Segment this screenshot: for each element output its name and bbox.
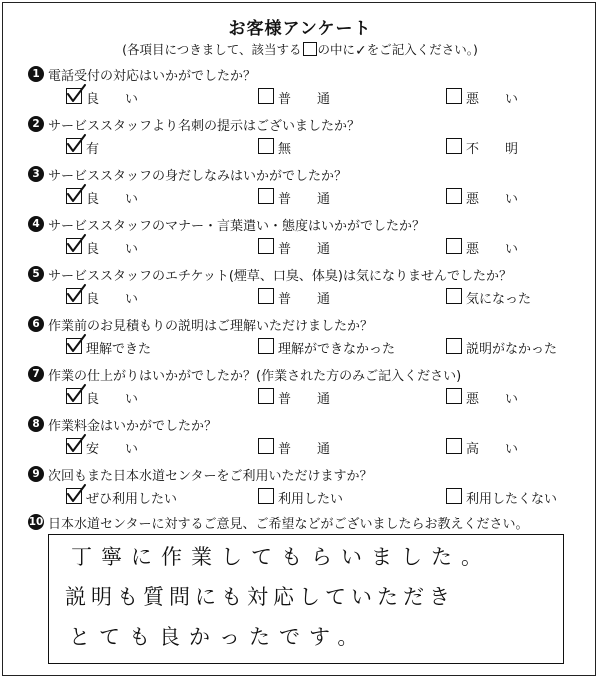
answer-checkbox[interactable] [446,438,462,454]
answer-label: 良 い [86,292,139,307]
checkmark-icon [66,434,86,454]
answer-label: 良 い [86,192,139,207]
answer-label: 悪 い [466,192,519,207]
checkmark-icon [66,484,86,504]
answer-label: 安 い [86,442,139,457]
answer-label: 普 通 [278,442,331,457]
answer-label: 説明がなかった [466,342,558,357]
question-text: 作業前のお見積もりの説明はご理解いただけましたか？ [48,319,374,334]
question-number: 6 [28,316,44,332]
answer-label: 利用したい [278,492,344,507]
question-1 [28,66,588,116]
answer-label: 高 い [466,442,519,457]
question-8 [28,416,588,466]
instruction-text-before: (各項目につきまして、該当する [122,42,302,57]
question-number: 10 [28,516,44,528]
answer-checkbox[interactable] [258,88,274,104]
answer-checkbox[interactable] [66,338,82,354]
question-number: 2 [28,116,44,132]
answer-label: 有 [86,142,100,157]
answer-checkbox[interactable] [66,488,82,504]
answer-checkbox[interactable] [258,438,274,454]
answer-checkbox[interactable] [66,438,82,454]
answer-label: 良 い [86,392,139,407]
checkmark-sample-icon: ✓ [355,43,367,59]
question-9 [28,466,588,516]
question-3 [28,166,588,216]
form-title: お客様アンケート [228,19,372,39]
question-6 [28,316,588,366]
comment-line-3: とても良かったです。 [69,625,368,649]
instruction-text-middle: の中に [317,42,356,57]
question-number: 3 [28,166,44,182]
answer-checkbox[interactable] [258,188,274,204]
answer-checkbox[interactable] [446,338,462,354]
answer-label: 気になった [466,292,532,307]
answer-label: 良 い [86,92,139,107]
answer-checkbox[interactable] [66,138,82,154]
comment-line-2: 説明も質問にも対応していただき [65,585,455,609]
comment-line-1: 丁寧に作業してもらいました。 [71,545,491,569]
question-number: 4 [28,216,44,232]
answer-label: 普 通 [278,392,331,407]
checkmark-icon [66,284,86,304]
question-text: サービススタッフより名刺の提示はございましたか？ [48,119,361,134]
checkmark-icon [66,234,86,254]
answer-label: ぜひ利用したい [86,492,178,507]
question-text: 作業料金はいかがでしたか？ [48,419,218,434]
answer-checkbox[interactable] [446,188,462,204]
question-text: サービススタッフの身だしなみはいかがでしたか？ [48,169,348,184]
answer-label: 理解ができなかった [278,342,396,357]
question-number: 7 [28,366,44,382]
answer-checkbox[interactable] [258,488,274,504]
answer-checkbox[interactable] [446,238,462,254]
question-text: 電話受付の対応はいかがでしたか？ [48,69,257,84]
question-number: 8 [28,416,44,432]
question-4 [28,216,588,266]
question-number: 5 [28,266,44,282]
checkmark-icon [66,334,86,354]
answer-label: 普 通 [278,242,331,257]
question-number: 1 [28,66,44,82]
answer-label: 悪 い [466,92,519,107]
question-text: 次回もまた日本水道センターをご利用いただけますか？ [48,469,373,484]
answer-checkbox[interactable] [66,88,82,104]
answer-label: 理解できた [86,342,152,357]
answer-checkbox[interactable] [66,388,82,404]
answer-checkbox[interactable] [258,138,274,154]
answer-checkbox[interactable] [446,488,462,504]
answer-checkbox[interactable] [258,288,274,304]
answer-label: 普 通 [278,192,331,207]
answer-checkbox[interactable] [446,88,462,104]
answer-label: 普 通 [278,92,331,107]
form-instruction [0,40,600,58]
answer-label: 不 明 [466,142,519,157]
answer-label: 良 い [86,242,139,257]
answer-label: 無 [278,142,292,157]
answer-checkbox[interactable] [258,238,274,254]
answer-checkbox[interactable] [66,238,82,254]
answer-label: 悪 い [466,392,519,407]
answer-checkbox[interactable] [446,288,462,304]
question-2 [28,116,588,166]
answer-checkbox[interactable] [446,388,462,404]
answer-label: 普 通 [278,292,331,307]
question-7 [28,366,588,416]
checkmark-icon [66,384,86,404]
question-text: 日本水道センターに対するご意見、ご希望などがございましたらお教えください。 [48,517,529,532]
answer-checkbox[interactable] [446,138,462,154]
instruction-text-after: をご記入ください。) [366,42,478,57]
comment-box[interactable] [48,534,564,664]
question-text: サービススタッフのエチケット(煙草、口臭、体臭)は気になりませんでしたか？ [48,269,512,284]
answer-label: 悪 い [466,242,519,257]
question-5 [28,266,588,316]
answer-checkbox[interactable] [258,388,274,404]
answer-label: 利用したくない [466,492,558,507]
question-number: 9 [28,466,44,482]
question-text: サービススタッフのマナー・言葉遣い・態度はいかがでしたか？ [48,219,426,234]
checkmark-icon [66,84,86,104]
checkmark-icon [66,184,86,204]
question-text: 作業の仕上がりはいかがでしたか？(作業された方のみご記入ください) [48,369,462,384]
answer-checkbox[interactable] [66,288,82,304]
checkbox-sample-icon [303,42,317,56]
answer-checkbox[interactable] [66,188,82,204]
checkmark-icon [66,134,86,154]
answer-checkbox[interactable] [258,338,274,354]
